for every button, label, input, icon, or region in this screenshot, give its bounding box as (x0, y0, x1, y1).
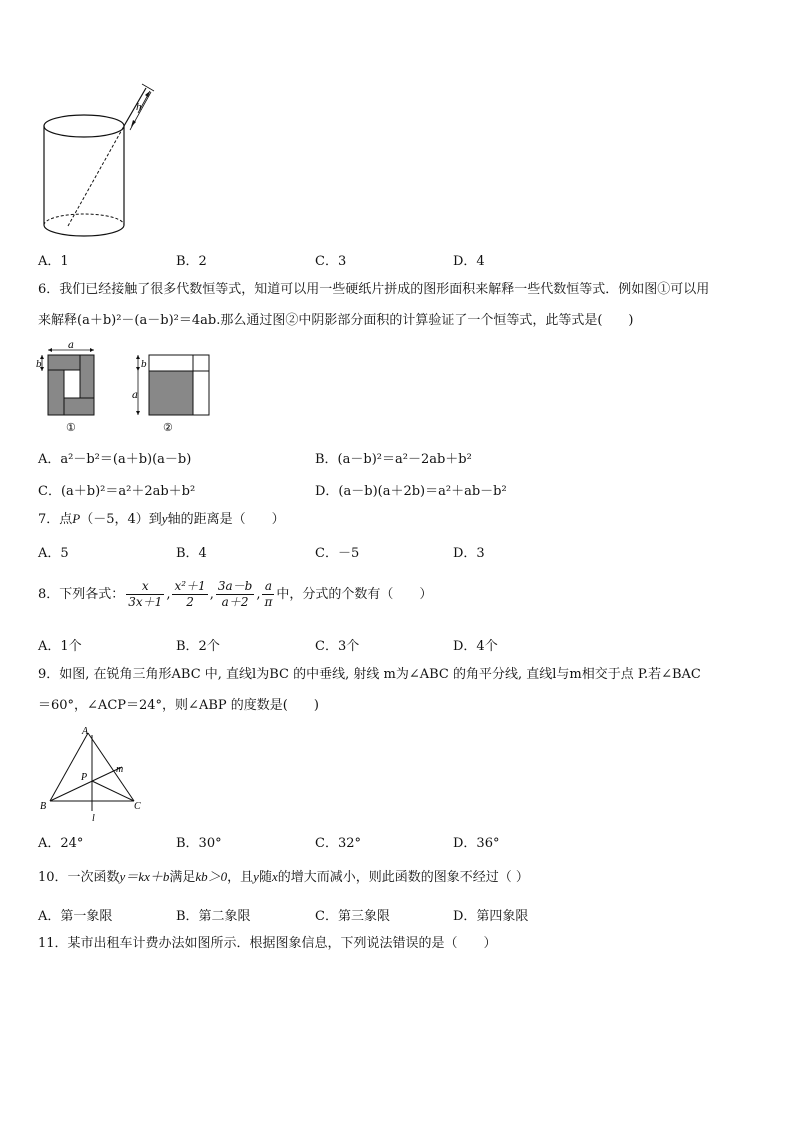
label-B: B (40, 801, 47, 812)
q10-stem (38, 866, 529, 889)
q6-option-b: B．(a－b)²＝a²－2ab＋b² (315, 452, 472, 467)
label-C: C (134, 801, 141, 812)
q10-prefix: 10．一次函数 (38, 870, 120, 885)
q6-option-c: C．(a＋b)²＝a²＋2ab＋b² (38, 484, 196, 499)
q11-stem: 11．某市出租车计费办法如图所示．根据图象信息，下列说法错误的是（ ） (38, 936, 497, 951)
q6-line1: 6．我们已经接触了很多代数恒等式，知道可以用一些硬纸片拼成的图形面积来解释一些代数恒等式．例如图①可以用 (38, 282, 710, 297)
fig2-label-a: a (132, 390, 138, 401)
q6-option-d: D．(a－b)(a＋2b)＝a²＋ab－b² (315, 484, 507, 499)
q9-option-d: D．36° (453, 836, 500, 851)
q8-fraction-1 (126, 579, 164, 610)
q8-f1-den: 3x＋1 (128, 595, 163, 609)
q6-figures (36, 340, 216, 435)
q7-option-c: C．－5 (315, 546, 360, 561)
q7-suffix: 轴的距离是（ ） (167, 512, 285, 527)
q8-f3-den: a＋2 (221, 595, 249, 609)
q8-f1-num: x (126, 579, 164, 595)
q8-f4-num: a (262, 579, 274, 595)
q8-suffix: 中，分式的个数有（ ） (276, 587, 433, 602)
q7-coords: （－5，4）到 (80, 512, 162, 527)
q7-option-b: B．4 (176, 546, 207, 561)
q8-stem: 8．下列各式： $\frac{x}{3x+1}$ , $\frac{\text{x²＋1}}{2}$ , $\frac{3a-b}{a+2}$ , $\frac{a}{\pi}$ 中，分式的个数有（ ） (38, 579, 433, 609)
q9-line2: ＝60°，∠ACP＝24°，则∠ABP 的度数是( ) (38, 698, 319, 713)
q8-f2-num: x²＋1 (174, 579, 206, 593)
q9-option-a: A．24° (38, 836, 84, 851)
q9-option-c: C．32° (315, 836, 361, 851)
q10-option-a: A．第一象限 (38, 909, 113, 924)
q8-option-a: A．1个 (38, 639, 82, 654)
q8-prefix: 8．下列各式： (38, 587, 125, 602)
q7-axis: y (161, 511, 168, 526)
q8-f3-num: 3a－b (217, 579, 253, 593)
q6-option-a: A．a²－b²＝(a＋b)(a－b) (38, 452, 192, 467)
q10-option-b: B．第二象限 (176, 909, 251, 924)
q5-option-c: C．3 (315, 254, 347, 269)
fig1-caption: ① (66, 421, 76, 434)
q8-option-c: C．3个 (315, 639, 360, 654)
q10-cond: kb＞0 (195, 869, 228, 884)
q8-option-b: B．2个 (176, 639, 220, 654)
label-h: h (136, 101, 142, 113)
q8-fraction-3 (216, 579, 254, 610)
q8-fraction-4 (262, 579, 274, 610)
q7-stem (38, 508, 285, 531)
q7-option-d: D．3 (453, 546, 485, 561)
q8-f4-den: π (264, 595, 273, 609)
q10-func: y＝kx＋b (119, 869, 170, 884)
label-l: l (92, 813, 95, 824)
q5-option-d: D．4 (453, 254, 485, 269)
q10-suffix: 的增大而减小，则此函数的图象不经过（ ） (277, 870, 529, 885)
fig1-label-a: a (68, 340, 74, 351)
fig1-label-b: b (36, 360, 42, 370)
q6-line2: 来解释(a＋b)²－(a－b)²＝4ab.那么通过图②中阴影部分面积的计算验证了一个恒等式，此等式是( ) (38, 313, 634, 328)
q5-option-b: B．2 (176, 254, 207, 269)
label-P: P (81, 772, 88, 783)
q10-option-d: D．第四象限 (453, 909, 529, 924)
q9-line1: 9．如图, 在锐角三角形ABC 中, 直线l为BC 的中垂线, 射线 m为∠ABC 的角平分线, 直线l与m相交于点 P.若∠BAC (38, 667, 701, 682)
q8-f2-den: 2 (186, 595, 194, 609)
q9-option-b: B．30° (176, 836, 222, 851)
cylinder-figure (38, 82, 168, 242)
q10-y: y (253, 869, 259, 884)
label-m: m (116, 764, 124, 775)
triangle-figure (36, 725, 156, 825)
fig2-label-b: b (141, 360, 147, 370)
q5-option-a: A．1 (38, 254, 69, 269)
q10-mid1: 满足 (169, 870, 196, 885)
q10-x: x (271, 869, 278, 884)
q7-option-a: A．5 (38, 546, 69, 561)
label-A: A (82, 726, 89, 737)
q7-prefix: 7．点 (38, 512, 73, 527)
q10-mid2: ，且 (227, 870, 254, 885)
q8-option-d: D．4个 (453, 639, 498, 654)
fig2-caption: ② (163, 421, 173, 434)
q8-fraction-2 (172, 579, 207, 610)
q10-mid3: 随 (258, 870, 272, 885)
q10-option-c: C．第三象限 (315, 909, 390, 924)
q7-point: P (72, 511, 81, 526)
